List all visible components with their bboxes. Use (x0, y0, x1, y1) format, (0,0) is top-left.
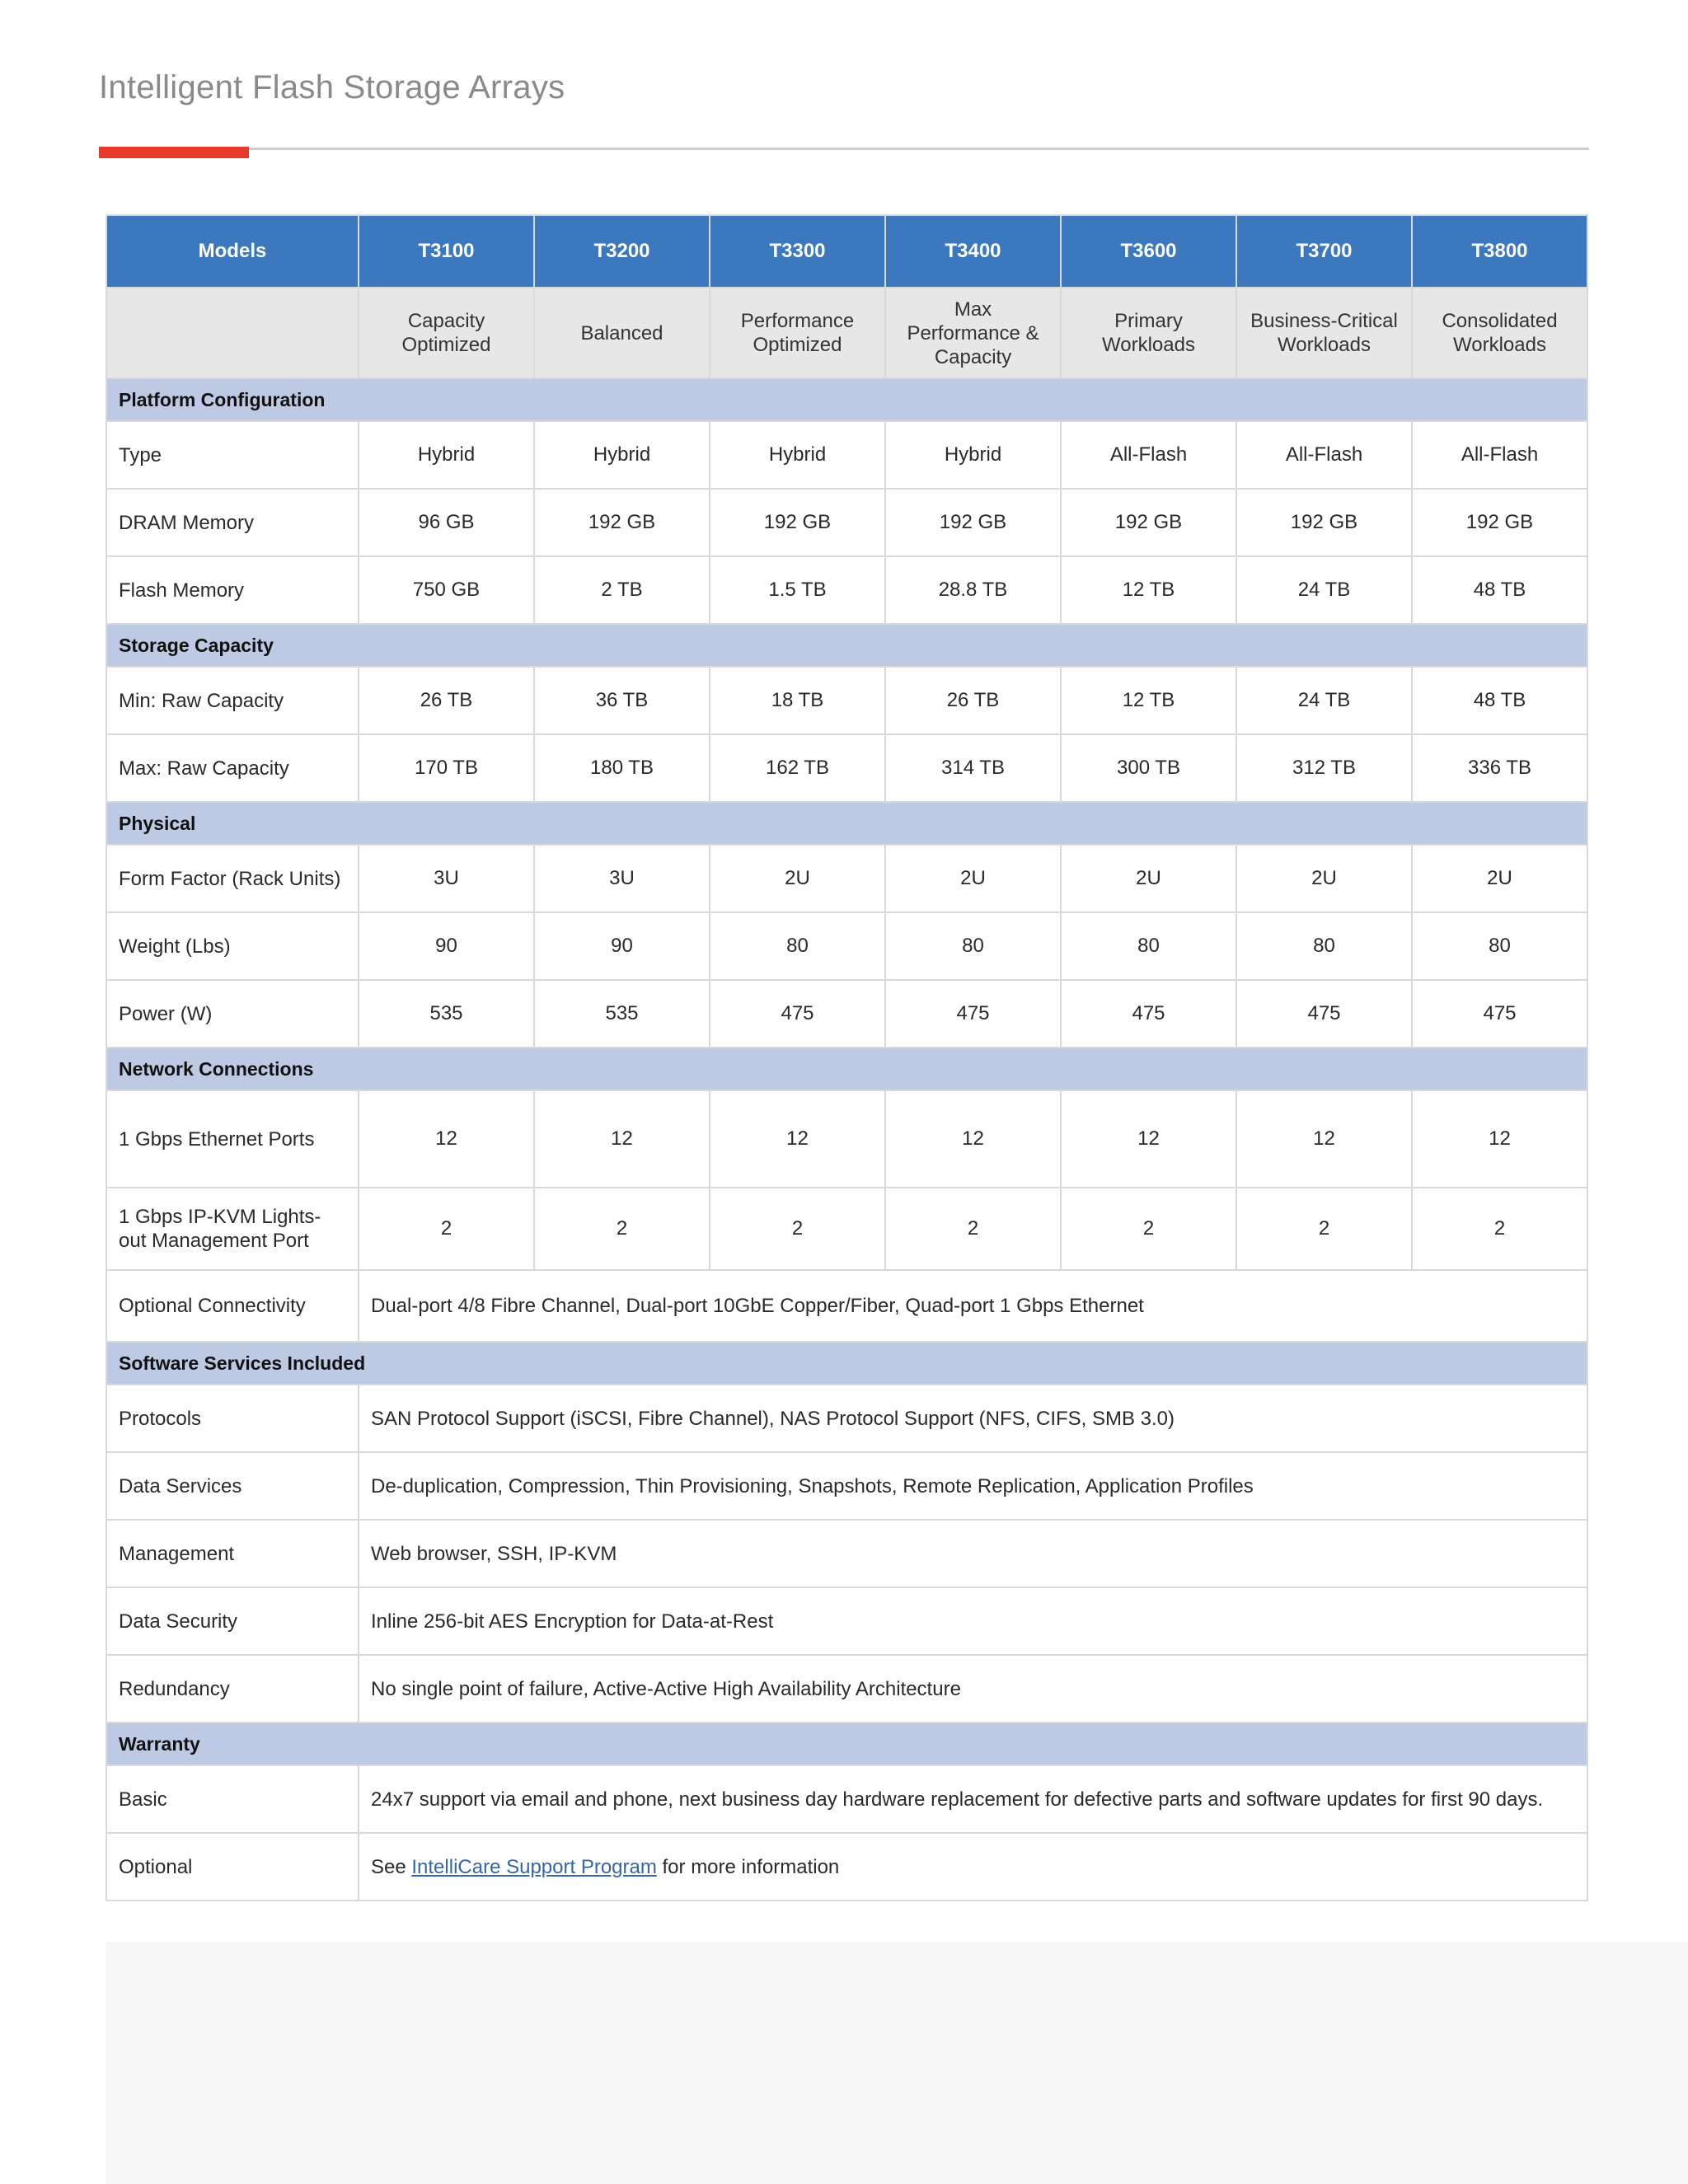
row-label: Protocols (106, 1385, 359, 1452)
section-title-storage: Storage Capacity (106, 624, 1587, 667)
model-header: T3200 (534, 215, 710, 288)
table-row (106, 1188, 1587, 1270)
table-cell: 2 TB (534, 556, 710, 624)
model-header: T3400 (885, 215, 1061, 288)
table-row (106, 980, 1587, 1047)
row-label: Data Security (106, 1587, 359, 1655)
table-row (106, 1452, 1587, 1520)
table-cell: 48 TB (1412, 556, 1587, 624)
table-cell: 2U (1236, 845, 1412, 912)
table-row (106, 734, 1587, 802)
row-label: Management (106, 1520, 359, 1587)
table-cell: 12 TB (1061, 667, 1236, 734)
table-cell: 192 GB (534, 489, 710, 556)
table-cell: 12 (534, 1090, 710, 1188)
table-row (106, 489, 1587, 556)
table-cell: 26 TB (885, 667, 1061, 734)
table-cell: 96 GB (359, 489, 534, 556)
table-row (106, 1520, 1587, 1587)
table-row (106, 1270, 1587, 1342)
table-cell: 12 (1412, 1090, 1587, 1188)
table-cell: 192 GB (1412, 489, 1587, 556)
table-cell: 192 GB (885, 489, 1061, 556)
row-label: Min: Raw Capacity (106, 667, 359, 734)
table-cell: Hybrid (359, 421, 534, 489)
table-cell: 314 TB (885, 734, 1061, 802)
table-cell: 192 GB (1061, 489, 1236, 556)
header-models-label: Models (106, 215, 359, 288)
table-row (106, 1587, 1587, 1655)
model-subtitle: Consolidated Workloads (1412, 288, 1587, 378)
table-row (106, 1833, 1587, 1900)
table-cell: 475 (1061, 980, 1236, 1047)
table-row (106, 1385, 1587, 1452)
table-cell: 2U (710, 845, 885, 912)
row-label: Data Services (106, 1452, 359, 1520)
table-cell-wide: De-duplication, Compression, Thin Provisioning, Snapshots, Remote Replication, Application Profiles (359, 1452, 1587, 1520)
row-label: Weight (Lbs) (106, 912, 359, 980)
table-cell: All-Flash (1412, 421, 1587, 489)
table-cell: 750 GB (359, 556, 534, 624)
table-cell: 80 (1236, 912, 1412, 980)
table-cell: 90 (359, 912, 534, 980)
table-cell: 300 TB (1061, 734, 1236, 802)
table-cell: 192 GB (710, 489, 885, 556)
table-cell: 475 (885, 980, 1061, 1047)
optional-prefix: See (371, 1855, 406, 1878)
section-title-network: Network Connections (106, 1047, 1587, 1090)
model-header: T3600 (1061, 215, 1236, 288)
row-label: Basic (106, 1765, 359, 1833)
model-subtitle: Business-Critical Workloads (1236, 288, 1412, 378)
row-label: Power (W) (106, 980, 359, 1047)
table-cell: 535 (534, 980, 710, 1047)
table-row (106, 1090, 1587, 1188)
table-cell: 26 TB (359, 667, 534, 734)
model-subtitle: Performance Optimized (710, 288, 885, 378)
table-cell: 192 GB (1236, 489, 1412, 556)
section-title-warranty: Warranty (106, 1722, 1587, 1765)
model-header: T3300 (710, 215, 885, 288)
row-label: Max: Raw Capacity (106, 734, 359, 802)
table-cell: 90 (534, 912, 710, 980)
section-row (106, 378, 1587, 421)
table-cell: 2 (359, 1188, 534, 1270)
table-cell: 2U (1412, 845, 1587, 912)
table-row (106, 556, 1587, 624)
table-cell: 80 (710, 912, 885, 980)
model-subtitle: Capacity Optimized (359, 288, 534, 378)
table-cell: 12 (1236, 1090, 1412, 1188)
table-cell-wide: 24x7 support via email and phone, next business day hardware replacement for defective parts and software updates for first 90 days. (359, 1765, 1587, 1833)
row-label: Type (106, 421, 359, 489)
table-row (106, 845, 1587, 912)
table-cell-wide: SAN Protocol Support (iSCSI, Fibre Channel), NAS Protocol Support (NFS, CIFS, SMB 3.0) (359, 1385, 1587, 1452)
model-subtitle: Primary Workloads (1061, 288, 1236, 378)
table-cell: 2 (1236, 1188, 1412, 1270)
table-cell: 12 (885, 1090, 1061, 1188)
row-label: Redundancy (106, 1655, 359, 1722)
table-cell: Hybrid (534, 421, 710, 489)
section-row (106, 802, 1587, 845)
table-cell-wide: Web browser, SSH, IP-KVM (359, 1520, 1587, 1587)
title-accent-bar (99, 147, 249, 158)
model-subtitle: Balanced (534, 288, 710, 378)
section-row (106, 1342, 1587, 1385)
table-row (106, 1765, 1587, 1833)
table-cell: 475 (710, 980, 885, 1047)
table-cell: 162 TB (710, 734, 885, 802)
subtitle-empty-cell (106, 288, 359, 378)
table-cell: 2 (710, 1188, 885, 1270)
table-cell: 12 TB (1061, 556, 1236, 624)
table-cell: 80 (1412, 912, 1587, 980)
table-cell-wide: Inline 256-bit AES Encryption for Data-at-Rest (359, 1587, 1587, 1655)
row-label: Flash Memory (106, 556, 359, 624)
table-cell: 475 (1236, 980, 1412, 1047)
optional-suffix: for more information (662, 1855, 840, 1878)
table-cell: 12 (1061, 1090, 1236, 1188)
row-label: Optional Connectivity (106, 1270, 359, 1342)
table-cell: All-Flash (1236, 421, 1412, 489)
table-cell: 336 TB (1412, 734, 1587, 802)
footer-background (106, 1942, 1688, 2184)
table-cell: Hybrid (710, 421, 885, 489)
table-cell: 170 TB (359, 734, 534, 802)
table-cell-wide: No single point of failure, Active-Active High Availability Architecture (359, 1655, 1587, 1722)
table-cell: Hybrid (885, 421, 1061, 489)
table-cell: 48 TB (1412, 667, 1587, 734)
intellicare-support-link[interactable]: IntelliCare Support Program (411, 1855, 657, 1878)
row-label: Optional (106, 1833, 359, 1900)
table-cell: 24 TB (1236, 667, 1412, 734)
table-cell: 12 (359, 1090, 534, 1188)
table-row (106, 912, 1587, 980)
table-cell: 312 TB (1236, 734, 1412, 802)
table-cell: 2 (885, 1188, 1061, 1270)
table-cell: 1.5 TB (710, 556, 885, 624)
section-row (106, 624, 1587, 667)
section-title-software: Software Services Included (106, 1342, 1587, 1385)
table-cell-wide (359, 1833, 1587, 1900)
table-cell: 180 TB (534, 734, 710, 802)
table-cell: 36 TB (534, 667, 710, 734)
page-title: Intelligent Flash Storage Arrays (99, 69, 565, 105)
table-cell: 28.8 TB (885, 556, 1061, 624)
table-cell: 3U (534, 845, 710, 912)
section-title-platform: Platform Configuration (106, 378, 1587, 421)
table-cell: 2U (1061, 845, 1236, 912)
table-cell-wide: Dual-port 4/8 Fibre Channel, Dual-port 10GbE Copper/Fiber, Quad-port 1 Gbps Ethernet (359, 1270, 1587, 1342)
table-cell: 2U (885, 845, 1061, 912)
table-cell: All-Flash (1061, 421, 1236, 489)
table-row (106, 1655, 1587, 1722)
row-label: DRAM Memory (106, 489, 359, 556)
table-cell: 12 (710, 1090, 885, 1188)
table-cell: 2 (534, 1188, 710, 1270)
table-cell: 2 (1061, 1188, 1236, 1270)
table-row (106, 421, 1587, 489)
table-cell: 2 (1412, 1188, 1587, 1270)
model-header: T3800 (1412, 215, 1587, 288)
table-header-row (106, 215, 1587, 288)
table-cell: 475 (1412, 980, 1587, 1047)
table-cell: 80 (1061, 912, 1236, 980)
row-label: Form Factor (Rack Units) (106, 845, 359, 912)
table-cell: 24 TB (1236, 556, 1412, 624)
table-row (106, 667, 1587, 734)
row-label: 1 Gbps IP-KVM Lights-out Management Port (106, 1188, 359, 1270)
spec-table (106, 214, 1588, 1901)
table-cell: 3U (359, 845, 534, 912)
section-title-physical: Physical (106, 802, 1587, 845)
table-cell: 535 (359, 980, 534, 1047)
section-row (106, 1722, 1587, 1765)
model-header: T3700 (1236, 215, 1412, 288)
title-divider (99, 148, 1589, 150)
model-subtitle-row (106, 288, 1587, 378)
model-subtitle: Max Performance & Capacity (885, 288, 1061, 378)
table-cell: 80 (885, 912, 1061, 980)
model-header: T3100 (359, 215, 534, 288)
table-cell: 18 TB (710, 667, 885, 734)
row-label: 1 Gbps Ethernet Ports (106, 1090, 359, 1188)
section-row (106, 1047, 1587, 1090)
